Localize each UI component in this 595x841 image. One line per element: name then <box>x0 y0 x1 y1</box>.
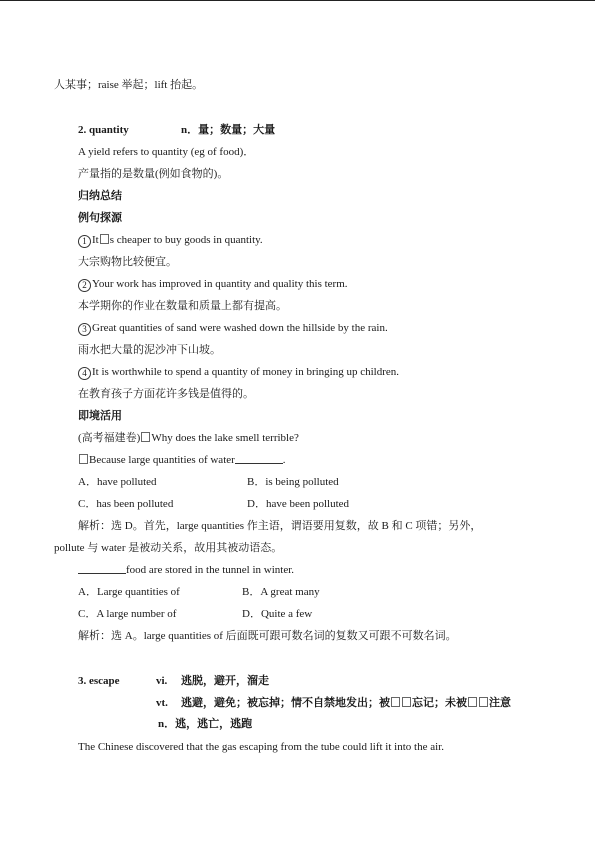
option-d: D．have been polluted <box>247 498 350 510</box>
missing-glyph-icon <box>79 454 88 464</box>
missing-glyph-icon <box>479 697 488 707</box>
example-2-zh: 本学期你的作业在数量和质量上都有提高。 <box>78 300 287 312</box>
answer-blank <box>78 563 126 574</box>
number-circle-icon: 4 <box>78 367 91 380</box>
part-of-speech: vi. <box>156 675 168 687</box>
section-heading: 3. escape <box>78 675 120 687</box>
page-top-border <box>0 0 595 1</box>
example-1-en: 1 It s cheaper to buy goods in quantity. <box>78 233 263 248</box>
option-c: C．has been polluted <box>78 498 174 510</box>
question-1-answer-line: Because large quantities of water . <box>78 453 286 467</box>
example-1-zh: 大宗购物比较便宜。 <box>78 256 177 268</box>
example-en: The Chinese discovered that the gas escaping from the tube could lift it into the air. <box>78 741 444 753</box>
option-a: A．have polluted <box>78 476 157 488</box>
option-d: D．Quite a few <box>242 608 313 620</box>
question-2-prompt: food are stored in the tunnel in winter. <box>78 563 294 577</box>
example-2-en: 2 Your work has improved in quantity and quality this term. <box>78 277 348 292</box>
part-of-speech: n．量；数量；大量 <box>181 124 276 136</box>
definition-zh: 产量指的是数量(例如食物的)。 <box>78 168 229 180</box>
text-line: 人某事；raise 举起；lift 抬起。 <box>54 79 204 91</box>
section-heading: 2. quantity <box>78 124 129 136</box>
question-1-prompt: (高考福建卷) Why does the lake smell terrible? <box>78 432 299 444</box>
option-c: C．A large number of <box>78 608 177 620</box>
example-4-zh: 在教育孩子方面花许多钱是值得的。 <box>78 388 254 400</box>
option-b: B．A great many <box>242 586 320 598</box>
definition-vi: 逃脱，避开，溜走 <box>181 675 269 687</box>
definition-vt: 逃避，避免；被忘掉；情不自禁地发出；被 忘记；未被 注意 <box>181 697 511 709</box>
definition-n: n．逃，逃亡，逃跑 <box>158 718 253 730</box>
subheading-practice: 即境活用 <box>78 410 122 422</box>
missing-glyph-icon <box>402 697 411 707</box>
explanation-2: 解析：选 A。large quantities of 后面既可跟可数名词的复数又可跟不可数名词。 <box>78 630 457 642</box>
example-3-en: 3 Great quantities of sand were washed down the hillside by the rain. <box>78 321 388 336</box>
number-circle-icon: 3 <box>78 323 91 336</box>
missing-glyph-icon <box>100 234 109 244</box>
definition-en: A yield refers to quantity (eg of food)． <box>78 146 255 158</box>
example-4-en: 4 It is worthwhile to spend a quantity of money in bringing up children. <box>78 365 399 380</box>
number-circle-icon: 2 <box>78 279 91 292</box>
subheading-summary: 归纳总结 <box>78 190 122 202</box>
example-3-zh: 雨水把大量的泥沙冲下山坡。 <box>78 344 221 356</box>
missing-glyph-icon <box>468 697 477 707</box>
option-b: B．is being polluted <box>247 476 339 488</box>
number-circle-icon: 1 <box>78 235 91 248</box>
part-of-speech: vt. <box>156 697 168 709</box>
explanation-1: 解析：选 D。首先，large quantities 作主语，谓语要用复数，故 B 和 C 项错；另外， <box>78 520 482 532</box>
missing-glyph-icon <box>141 432 150 442</box>
explanation-1-cont: pollute 与 water 是被动关系，故用其被动语态。 <box>54 542 283 554</box>
option-a: A．Large quantities of <box>78 586 180 598</box>
answer-blank <box>235 453 283 464</box>
missing-glyph-icon <box>391 697 400 707</box>
subheading-examples: 例句探源 <box>78 212 122 224</box>
